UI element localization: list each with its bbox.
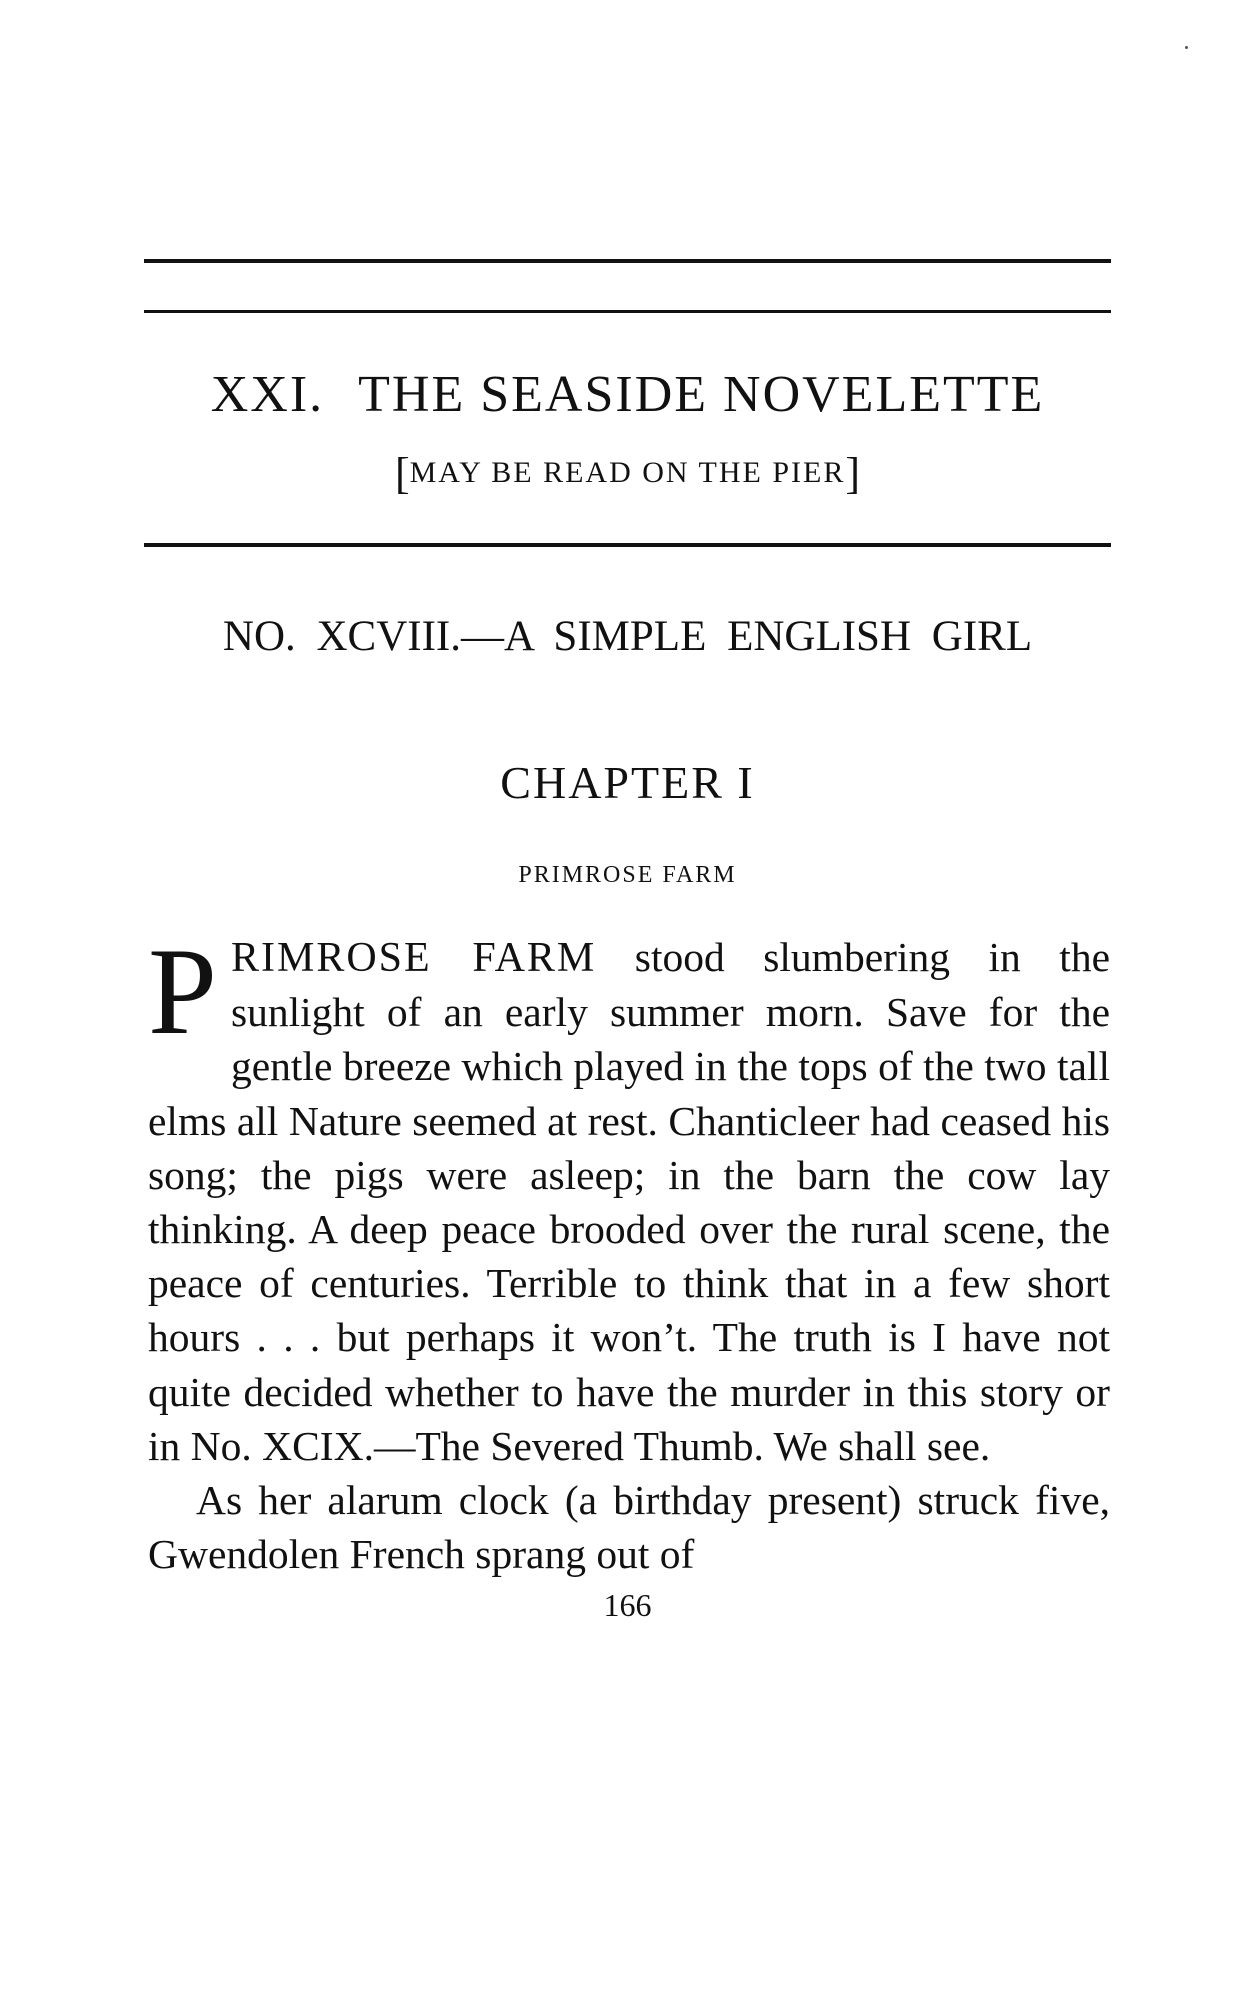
paragraph-1-text: stood slumbering in the sunlight of an early summer morn. Save for the gentle breeze which played in the tops of the two tall elms all Nature seemed at rest. Chanticleer had ceased his song; the pigs were asleep; in the barn the cow lay thinking. A deep peace brooded over the rural scene, the peace of centuries. Terrible to think that in a few short hours . . . but perhaps it won’t. The truth is I have not quite decided whether to have the murder in this story or in No. XCIX.—The Severed Thumb. We shall see. xyxy=(148,934,1111,1469)
top-rule-1 xyxy=(144,259,1111,263)
section-title-text: THE SEASIDE NOVELETTE xyxy=(358,366,1045,423)
subtitle-close-bracket: ] xyxy=(845,449,861,498)
section-number: XXI. xyxy=(210,366,325,423)
subtitle-text: MAY BE READ ON THE PIER xyxy=(409,456,846,489)
story-title: NO. XCVIII.—A SIMPLE ENGLISH GIRL xyxy=(222,613,1033,660)
lead-caps: RIMROSE FARM xyxy=(230,935,597,981)
chapter-subtitle: PRIMROSE FARM xyxy=(518,862,737,888)
section-title xyxy=(144,365,1111,424)
stray-ink-mark xyxy=(1185,46,1188,49)
top-rule-2 xyxy=(144,310,1111,313)
chapter-heading: CHAPTER I xyxy=(500,757,755,808)
section-subtitle xyxy=(144,448,1111,499)
paragraph-1 xyxy=(148,923,1111,1473)
subtitle-open-bracket: [ xyxy=(394,449,410,498)
page-number: 166 xyxy=(603,1587,652,1623)
drop-cap: P xyxy=(148,923,217,1060)
body-text xyxy=(148,923,1111,1581)
paragraph-2: As her alarum clock (a birthday present) struck five, Gwendolen French sprang out of xyxy=(148,1477,1110,1578)
section-divider-rule xyxy=(144,543,1111,547)
